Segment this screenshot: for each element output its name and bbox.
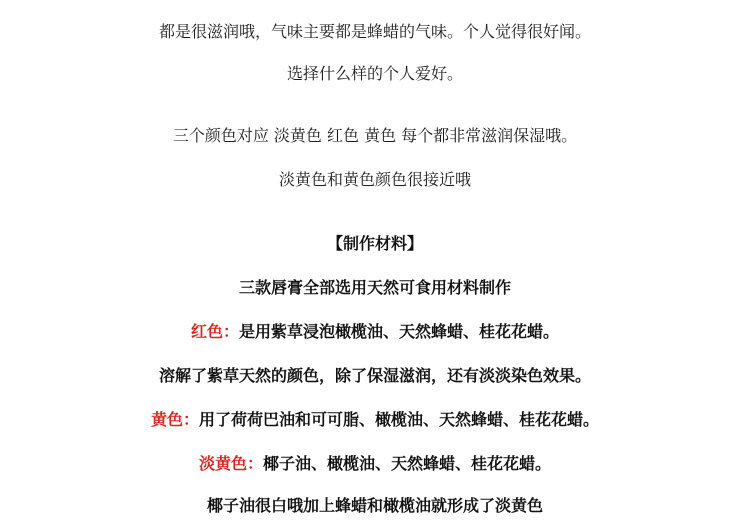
intro-line-2: 选择什么样的个人爱好。 — [286, 64, 463, 83]
red-label: 红色： — [190, 322, 239, 341]
yellow-lipstick-line — [0, 408, 750, 432]
light-yellow-ingredients: 椰子油、橄榄油、天然蜂蜡、桂花花蜡。 — [263, 454, 552, 473]
light-yellow-lipstick-line — [0, 452, 750, 476]
red-note-line: 溶解了紫草天然的颜色，除了保湿滋润，还有淡淡染色效果。 — [158, 366, 591, 385]
intro-line-1: 都是很滋润哦，气味主要都是蜂蜡的气味。个人觉得很好闻。 — [158, 22, 591, 41]
light-yellow-note-line: 椰子油很白哦加上蜂蜡和橄榄油就形成了淡黄色 — [206, 496, 543, 515]
red-ingredients: 是用紫草浸泡橄榄油、天然蜂蜡、桂花花蜡。 — [239, 322, 560, 341]
light-yellow-label: 淡黄色： — [198, 454, 263, 473]
yellow-ingredients: 用了荷荷巴油和可可脂、橄榄油、天然蜂蜡、桂花花蜡。 — [199, 410, 600, 429]
yellow-label: 黄色： — [150, 410, 199, 429]
materials-heading: 【制作材料】 — [326, 234, 423, 253]
materials-summary: 三款唇膏全部选用天然可食用材料制作 — [238, 278, 511, 297]
intro-line-4: 淡黄色和黄色颜色很接近哦 — [278, 170, 471, 189]
red-lipstick-line — [0, 320, 750, 344]
intro-line-3: 三个颜色对应 淡黄色 红色 黄色 每个都非常滋润保湿哦。 — [172, 126, 578, 145]
